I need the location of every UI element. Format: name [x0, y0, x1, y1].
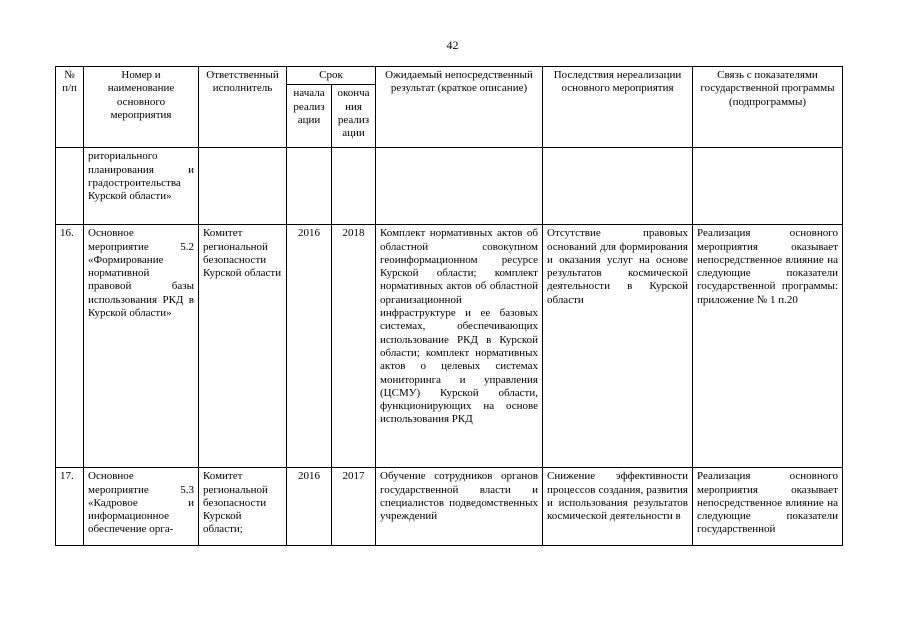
page-number: 42	[446, 38, 459, 52]
row-link: Реализация основного мероприятия оказывает непосредственное влияние на следующие показатели государственной	[693, 468, 843, 546]
header-result: Ожидаемый непосредственный результат (краткое описание)	[376, 67, 543, 148]
row-consequences	[543, 148, 693, 225]
row-result: Комплект нормативных актов об областной совокупном геоинформационном ресурсе Курской области; комплект нормативных актов об областной организационной инфраструктуре и ее базовых системах, обеспечивающих использование РКД в Курской области; комплект нормативных актов о целевых системах мониторинга и управления (ЦСМУ) Курской области, функционирующих на основе использования РКД	[376, 225, 543, 468]
row-end	[332, 148, 376, 225]
row-end: 2017	[332, 468, 376, 546]
measures-table	[55, 66, 843, 546]
row-executor	[199, 148, 287, 225]
row-link: Реализация основного мероприятия оказывает непосредственное влияние на следующие показатели государственной программы: приложение № 1 п.20	[693, 225, 843, 468]
header-num: № п/п	[56, 67, 84, 148]
row-name: Основное мероприятие 5.3 «Кадровое и информационное обеспечение орга-	[84, 468, 199, 546]
table-row	[56, 468, 843, 546]
row-start	[287, 148, 332, 225]
row-num: 16.	[56, 225, 84, 468]
row-num: 17.	[56, 468, 84, 546]
row-end: 2018	[332, 225, 376, 468]
header-row	[56, 67, 843, 85]
table-row	[56, 225, 843, 468]
row-executor: Комитет региональной безопасности Курской области;	[199, 468, 287, 546]
row-executor: Комитет региональной безопасности Курской области	[199, 225, 287, 468]
row-consequences: Снижение эффективности процессов создания, развития и использования результатов космической деятельности в	[543, 468, 693, 546]
table-row	[56, 148, 843, 225]
header-executor: Ответственный исполнитель	[199, 67, 287, 148]
header-term: Срок	[287, 67, 376, 85]
header-link: Связь с показателями государственной программы (подпрограммы)	[693, 67, 843, 148]
row-result	[376, 148, 543, 225]
row-consequences: Отсутствие правовых оснований для формирования и оказания услуг на основе результатов космической деятельности в Курской области	[543, 225, 693, 468]
row-start: 2016	[287, 468, 332, 546]
row-name: риториального планирования и градостроительства Курской области»	[84, 148, 199, 225]
row-result: Обучение сотрудников органов государственной власти и специалистов подведомственных учреждений	[376, 468, 543, 546]
row-start: 2016	[287, 225, 332, 468]
header-term-start: начала реализации	[287, 85, 332, 148]
header-consequences: Последствия нереализации основного мероприятия	[543, 67, 693, 148]
header-name: Номер и наименование основного мероприятия	[84, 67, 199, 148]
header-term-end: окончания реализации	[332, 85, 376, 148]
row-name: Основное мероприятие 5.2 «Формирование нормативной правовой базы использования РКД в Курской области»	[84, 225, 199, 468]
row-num	[56, 148, 84, 225]
row-link	[693, 148, 843, 225]
